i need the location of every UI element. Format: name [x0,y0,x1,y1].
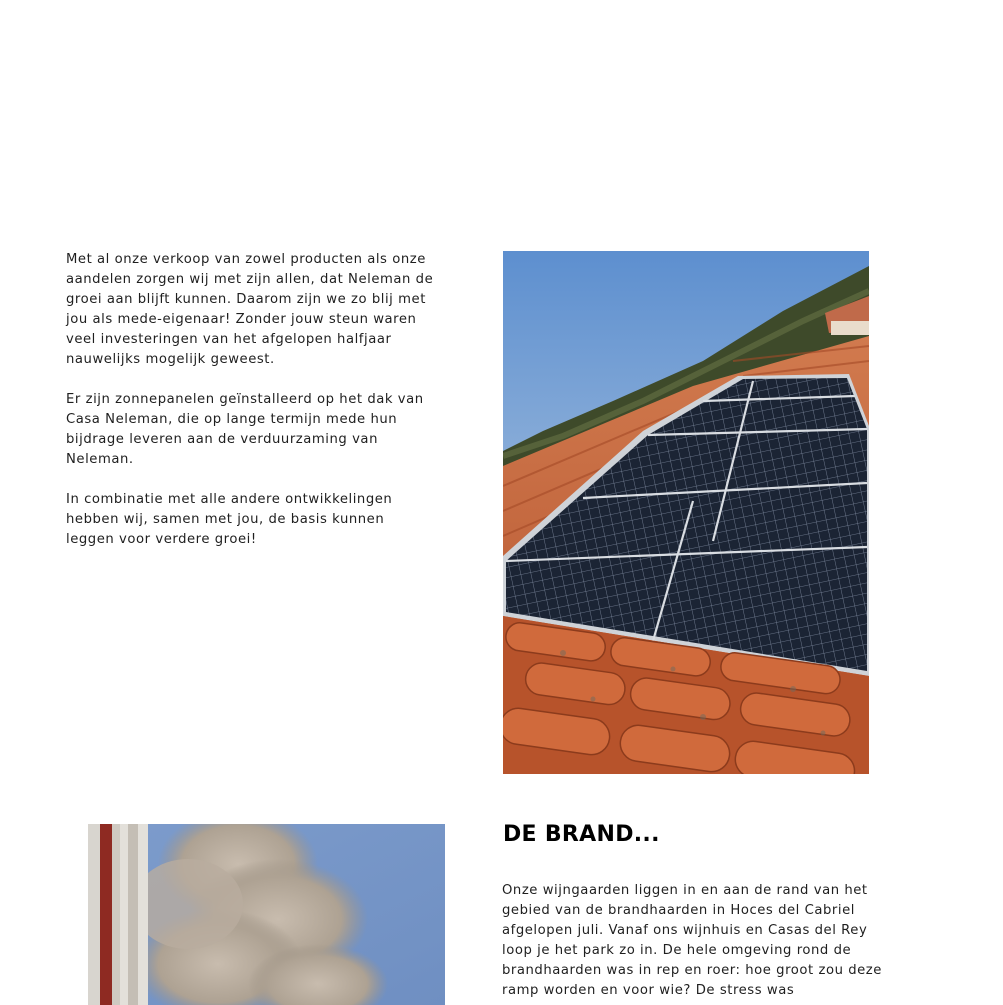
intro-paragraph-1: Met al onze verkoop van zowel producten als onze aandelen zorgen wij met zijn allen, dat Neleman de groei aan blijft kunnen. Daarom zijn we zo blij met jou als mede-eigenaar! Zonder jouw steun waren veel investeringen van het afgelopen halfjaar nauwelijks mogelijk geweest. [66,252,434,367]
intro-paragraph-3: In combinatie met alle andere ontwikkelingen hebben wij, samen met jou, de basis kunnen leggen voor verdere groei! [66,492,393,547]
intro-text-block [66,250,436,550]
solar-panels-roof-photo [503,251,869,774]
wildfire-smoke-photo [88,824,445,1005]
brand-section-text: Onze wijngaarden liggen in en aan de rand van het gebied van de brandhaarden in Hoces del Cabriel afgelopen juli. Vanaf ons wijnhuis en Casas del Rey loop je het park zo in. De hele omgeving rond de brandhaarden was in rep en roer: hoe groot zou deze ramp worden en voor wie? De stress was [502,883,882,998]
brand-section-heading: DE BRAND... [503,822,660,847]
intro-paragraph-2: Er zijn zonnepanelen geïnstalleerd op het dak van Casa Neleman, die op lange termijn mede hun bijdrage leveren aan de verduurzaming van Neleman. [66,392,424,467]
